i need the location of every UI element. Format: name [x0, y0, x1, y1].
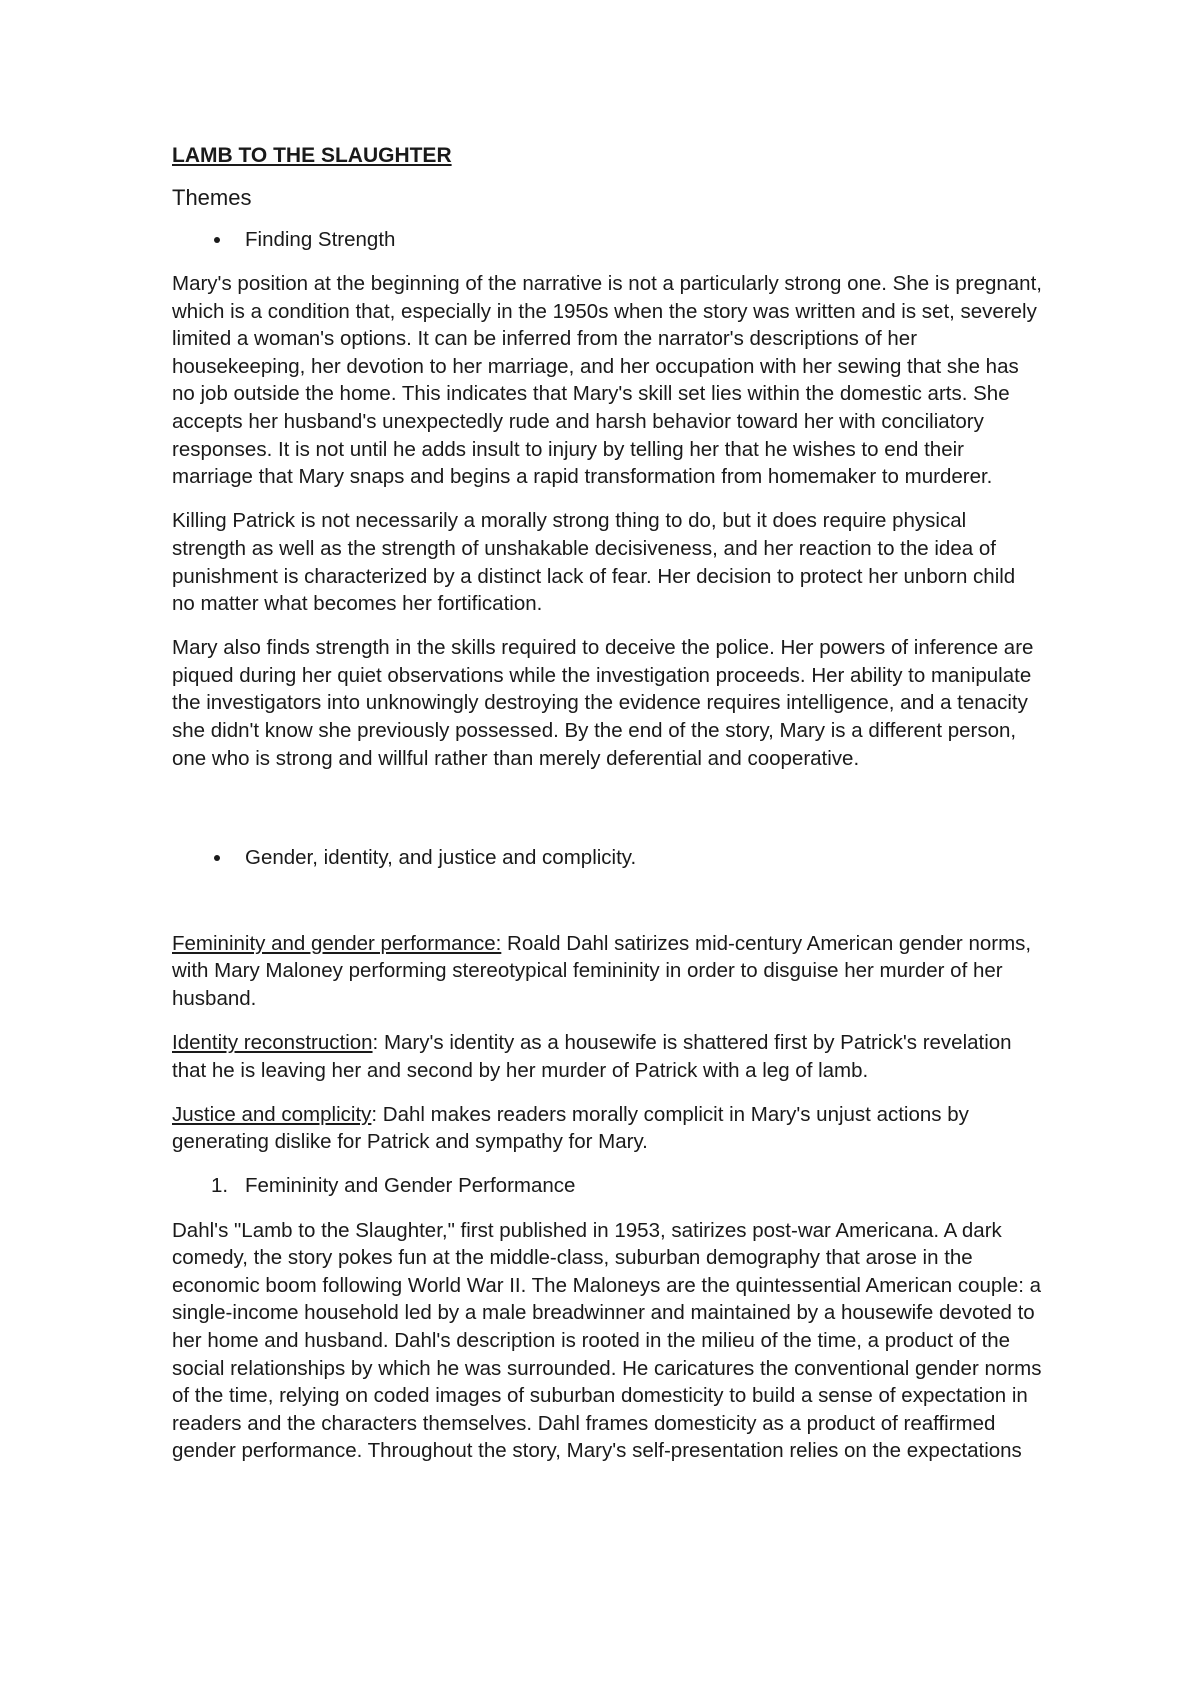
numbered-label: Femininity and Gender Performance — [245, 1174, 576, 1198]
paragraph: Dahl's "Lamb to the Slaughter," first published in 1953, satirizes post-war Americana. A dark comedy, the story pokes fun at the middle-class, suburban demography that arose in the economic boom following World War II. The Maloneys are the quintessential American couple: a single-income household led by a male breadwinner and maintained by a housewife devoted to her home and husband. Dahl's description is rooted in the milieu of the time, a product of the social relationships by which he was surrounded. He caricatures the conventional gender norms of the time, relying on coded images of suburban domesticity to build a sense of expectation in readers and the characters themselves. Dahl frames domesticity as a product of reaffirmed gender performance. Throughout the story, Mary's self-presentation relies on the expectations — [172, 1218, 1042, 1463]
femininity-text: Roald Dahl satirizes mid-century American gender norms, with Mary Maloney performing stereotypical femininity in order to disguise her murder of her husband. — [172, 931, 1032, 1010]
identity-text: : Mary's identity as a housewife is shattered first by Patrick's revelation that he is leaving her and second by her murder of Patrick with a leg of lamb. — [172, 1031, 1012, 1082]
document-title: LAMB TO THE SLAUGHTER — [172, 144, 452, 167]
bullet-item-finding-strength — [172, 226, 1042, 254]
bullet-label: Finding Strength — [245, 228, 396, 251]
bullet-label: Gender, identity, and justice and complicity. — [245, 846, 637, 870]
justice-paragraph — [172, 1101, 1042, 1156]
femininity-paragraph — [172, 930, 1042, 1013]
femininity-label: Femininity and gender performance: — [172, 931, 502, 955]
document-page — [172, 142, 1042, 1481]
bullet-icon — [214, 855, 220, 861]
numbered-item-1 — [172, 1172, 1042, 1200]
section-heading: Themes — [172, 185, 252, 210]
identity-label: Identity reconstruction — [172, 1031, 373, 1055]
justice-text: : Dahl makes readers morally complicit in Mary's unjust actions by generating dislike for Patrick and sympathy for Mary. — [172, 1102, 969, 1154]
list-number: 1. — [211, 1174, 229, 1198]
paragraph: Mary's position at the beginning of the narrative is not a particularly strong one. She is pregnant, which is a condition that, especially in the 1950s when the story was written and is set, severely limited a woman's options. It can be inferred from the narrator's descriptions of her housekeeping, her devotion to her marriage, and her occupation with her sewing that she has no job outside the home. This indicates that Mary's skill set lies within the domestic arts. She accepts her husband's unexpectedly rude and harsh behavior toward her with conciliatory responses. It is not until he adds insult to injury by telling her that he wishes to end their marriage that Mary snaps and begins a rapid transformation from homemaker to murderer. — [172, 272, 1042, 489]
identity-paragraph — [172, 1029, 1042, 1084]
paragraph: Mary also finds strength in the skills required to deceive the police. Her powers of inference are piqued during her quiet observations while the investigation proceeds. Her ability to manipulate the investigators into unknowingly destroying the evidence requires intelligence, and a tenacity she didn't know she previously possessed. By the end of the story, Mary is a different person, one who is strong and willful rather than merely deferential and cooperative. — [172, 636, 1034, 770]
paragraph: Killing Patrick is not necessarily a morally strong thing to do, but it does require physical strength as well as the strength of unshakable decisiveness, and her reaction to the idea of punishment is characterized by a distinct lack of fear. Her decision to protect her unborn child no matter what becomes her fortification. — [172, 509, 1016, 616]
bullet-item-gender-identity — [172, 844, 1042, 872]
bullet-icon — [214, 237, 220, 243]
justice-label: Justice and complicity — [172, 1102, 372, 1126]
